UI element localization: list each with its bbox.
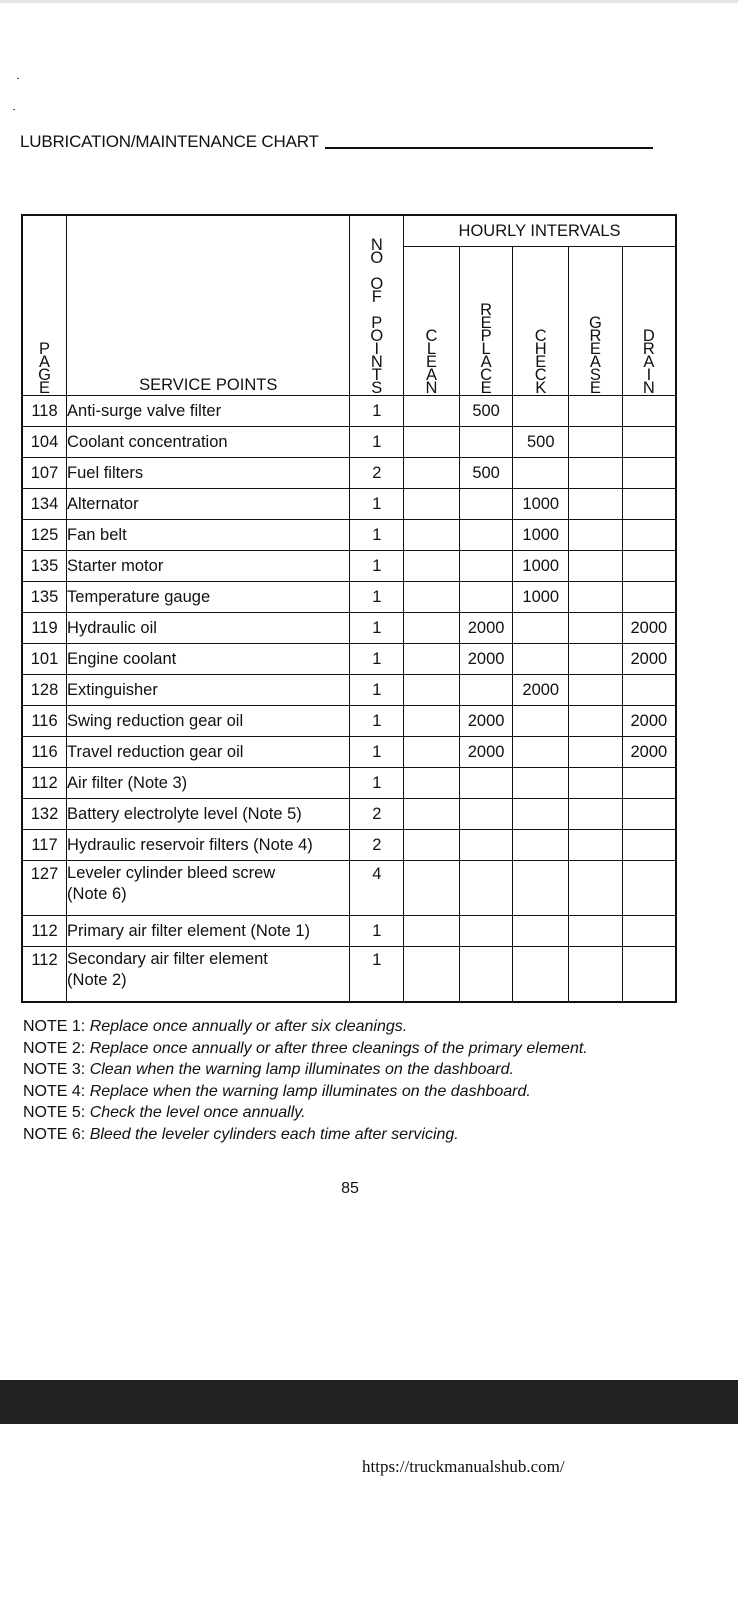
service-point-line: Starter motor (67, 556, 164, 575)
check-cell (513, 916, 569, 947)
note-label: NOTE 2: (23, 1039, 86, 1057)
points-cell: 1 (350, 737, 404, 768)
note-line (23, 1124, 588, 1146)
page-cell: 118 (22, 396, 67, 427)
grease-cell (569, 489, 623, 520)
service-point-cell (67, 396, 350, 427)
clean-cell (404, 799, 460, 830)
points-cell: 4 (350, 861, 404, 916)
replace-cell: 500 (459, 396, 513, 427)
grease-cell (569, 706, 623, 737)
clean-cell (404, 644, 460, 675)
note-label: NOTE 4: (23, 1082, 86, 1100)
service-point-cell (67, 706, 350, 737)
check-cell (513, 644, 569, 675)
table-row (22, 675, 676, 706)
clean-cell (404, 613, 460, 644)
note-text: Clean when the warning lamp illuminates on the dashboard. (89, 1061, 514, 1078)
clean-cell (404, 396, 460, 427)
page-cell: 117 (22, 830, 67, 861)
note-text: Replace when the warning lamp illuminates on the dashboard. (89, 1082, 531, 1100)
drain-cell (622, 799, 676, 830)
table-row (22, 458, 676, 489)
service-point-cell (67, 551, 350, 582)
replace-cell (459, 520, 513, 551)
check-cell: 1000 (513, 582, 569, 613)
check-cell: 2000 (513, 675, 569, 706)
note-text: Check the level once annually. (89, 1104, 306, 1121)
table-row (22, 644, 676, 675)
table-row (22, 799, 676, 830)
grease-cell (569, 675, 623, 706)
footer-url: https://truckmanualshub.com/ (362, 1457, 565, 1476)
clean-cell (404, 947, 460, 1003)
table-row (22, 613, 676, 644)
points-header: N O O F P O I N T S (350, 215, 404, 396)
note-label: NOTE 5: (23, 1104, 86, 1121)
service-point-line: Battery electrolyte level (Note 5) (67, 804, 302, 823)
points-cell: 1 (350, 551, 404, 582)
clean-cell (404, 520, 460, 551)
drain-cell (622, 489, 676, 520)
service-point-line: Alternator (67, 494, 139, 513)
check-cell (513, 613, 569, 644)
table-row (22, 489, 676, 520)
service-point-cell (67, 799, 350, 830)
grease-header: G R E A S E (569, 247, 623, 396)
clean-cell (404, 427, 460, 458)
points-cell: 1 (350, 675, 404, 706)
service-point-cell (67, 947, 350, 1003)
page-cell: 132 (22, 799, 67, 830)
page-cell: 101 (22, 644, 67, 675)
drain-header: D R A I N (622, 247, 676, 396)
note-line (23, 1016, 588, 1038)
check-cell (513, 737, 569, 768)
table-row (22, 427, 676, 458)
drain-cell (622, 916, 676, 947)
table-row (22, 706, 676, 737)
note-text: Replace once annually or after six cleanings. (89, 1018, 408, 1035)
replace-cell (459, 551, 513, 582)
page-cell: 119 (22, 613, 67, 644)
points-cell: 2 (350, 830, 404, 861)
replace-header: R E P L A C E (459, 247, 513, 396)
clean-cell (404, 582, 460, 613)
page-number: 85 (341, 1180, 359, 1197)
top-border (0, 0, 738, 3)
note-line (23, 1038, 588, 1060)
title-underline (325, 147, 653, 149)
points-cell: 1 (350, 520, 404, 551)
notes-section (23, 1016, 588, 1145)
service-point-cell (67, 916, 350, 947)
service-point-line: Temperature gauge (67, 587, 211, 606)
grease-cell (569, 861, 623, 916)
note-line (23, 1102, 588, 1124)
note-label: NOTE 6: (23, 1125, 86, 1143)
grease-cell (569, 737, 623, 768)
page-cell: 112 (22, 768, 67, 799)
clean-cell (404, 737, 460, 768)
service-point-cell (67, 768, 350, 799)
check-cell (513, 799, 569, 830)
grease-cell (569, 916, 623, 947)
maintenance-chart-table (21, 214, 677, 1003)
service-point-line: Anti-surge valve filter (67, 401, 222, 420)
service-point-line: Leveler cylinder bleed screw (67, 864, 276, 882)
drain-cell (622, 427, 676, 458)
replace-cell (459, 427, 513, 458)
drain-cell (622, 947, 676, 1003)
check-cell: 1000 (513, 551, 569, 582)
clean-cell (404, 706, 460, 737)
clean-cell (404, 458, 460, 489)
service-point-cell (67, 737, 350, 768)
service-point-cell (67, 830, 350, 861)
check-cell (513, 706, 569, 737)
note-label: NOTE 1: (23, 1018, 86, 1035)
table-row (22, 582, 676, 613)
drain-cell (622, 830, 676, 861)
drain-cell (622, 582, 676, 613)
service-point-line: Swing reduction gear oil (67, 711, 244, 730)
grease-cell (569, 582, 623, 613)
replace-cell (459, 916, 513, 947)
service-point-line: Fuel filters (67, 463, 144, 482)
replace-cell: 2000 (459, 644, 513, 675)
service-point-cell (67, 613, 350, 644)
service-point-line: Extinguisher (67, 680, 158, 699)
points-cell: 1 (350, 489, 404, 520)
replace-cell: 2000 (459, 706, 513, 737)
clean-cell (404, 675, 460, 706)
scan-speck (13, 109, 15, 110)
drain-cell (622, 768, 676, 799)
points-cell: 1 (350, 427, 404, 458)
service-point-line: (Note 2) (67, 971, 127, 989)
page-cell: 125 (22, 520, 67, 551)
table-row (22, 396, 676, 427)
grease-cell (569, 799, 623, 830)
points-cell: 2 (350, 458, 404, 489)
drain-cell (622, 458, 676, 489)
service-point-line: (Note 6) (67, 885, 127, 903)
replace-cell (459, 830, 513, 861)
table-row (22, 947, 676, 1003)
check-cell: 1000 (513, 489, 569, 520)
clean-cell (404, 768, 460, 799)
note-label: NOTE 3: (23, 1061, 86, 1078)
replace-cell (459, 947, 513, 1003)
service-point-line: Fan belt (67, 525, 127, 544)
replace-cell: 2000 (459, 737, 513, 768)
check-cell: 500 (513, 427, 569, 458)
chart-body (22, 396, 676, 1003)
points-cell: 1 (350, 396, 404, 427)
note-line (23, 1081, 588, 1103)
points-cell: 1 (350, 613, 404, 644)
page-cell: 127 (22, 861, 67, 916)
service-points-header: SERVICE POINTS (67, 215, 350, 396)
service-point-cell (67, 458, 350, 489)
replace-cell (459, 861, 513, 916)
chart-title: LUBRICATION/MAINTENANCE CHART (20, 132, 319, 151)
table-row (22, 737, 676, 768)
points-cell: 1 (350, 582, 404, 613)
check-header: C H E C K (513, 247, 569, 396)
clean-cell (404, 916, 460, 947)
grease-cell (569, 644, 623, 675)
table-row (22, 830, 676, 861)
grease-cell (569, 396, 623, 427)
footer-band (0, 1380, 738, 1424)
check-cell (513, 830, 569, 861)
grease-cell (569, 947, 623, 1003)
clean-header: C L E A N (404, 247, 460, 396)
page-cell: 112 (22, 916, 67, 947)
clean-cell (404, 489, 460, 520)
check-cell (513, 396, 569, 427)
service-point-line: Air filter (Note 3) (67, 773, 188, 792)
service-point-cell (67, 644, 350, 675)
service-point-line: Hydraulic oil (67, 618, 157, 637)
hourly-intervals-header: HOURLY INTERVALS (404, 215, 676, 247)
drain-cell: 2000 (622, 644, 676, 675)
drain-cell (622, 675, 676, 706)
chart-title-row (20, 132, 653, 152)
grease-cell (569, 520, 623, 551)
replace-cell (459, 582, 513, 613)
service-point-line: Engine coolant (67, 649, 177, 668)
page-cell: 116 (22, 706, 67, 737)
check-cell: 1000 (513, 520, 569, 551)
service-point-cell (67, 520, 350, 551)
service-point-line: Travel reduction gear oil (67, 742, 244, 761)
replace-cell (459, 489, 513, 520)
drain-cell: 2000 (622, 706, 676, 737)
points-cell: 1 (350, 706, 404, 737)
replace-cell (459, 768, 513, 799)
service-point-line: Secondary air filter element (67, 950, 268, 968)
check-cell (513, 947, 569, 1003)
points-cell: 1 (350, 947, 404, 1003)
grease-cell (569, 458, 623, 489)
replace-cell (459, 675, 513, 706)
service-point-cell (67, 582, 350, 613)
table-row (22, 551, 676, 582)
points-cell: 1 (350, 644, 404, 675)
service-point-cell (67, 427, 350, 458)
replace-cell: 500 (459, 458, 513, 489)
page-cell: 135 (22, 582, 67, 613)
points-cell: 1 (350, 768, 404, 799)
table-row (22, 520, 676, 551)
page-cell: 107 (22, 458, 67, 489)
clean-cell (404, 830, 460, 861)
check-cell (513, 768, 569, 799)
drain-cell: 2000 (622, 613, 676, 644)
page-cell: 112 (22, 947, 67, 1003)
drain-cell (622, 861, 676, 916)
table-row (22, 861, 676, 916)
table-row (22, 916, 676, 947)
drain-cell (622, 396, 676, 427)
grease-cell (569, 768, 623, 799)
drain-cell (622, 520, 676, 551)
replace-cell (459, 799, 513, 830)
page-cell: 116 (22, 737, 67, 768)
replace-cell: 2000 (459, 613, 513, 644)
check-cell (513, 458, 569, 489)
service-point-line: Coolant concentration (67, 432, 228, 451)
service-point-line: Primary air filter element (Note 1) (67, 921, 311, 940)
page-cell: 134 (22, 489, 67, 520)
points-cell: 2 (350, 799, 404, 830)
note-text: Replace once annually or after three cleanings of the primary element. (89, 1039, 588, 1057)
grease-cell (569, 613, 623, 644)
table-row (22, 768, 676, 799)
service-point-cell (67, 675, 350, 706)
page-cell: 104 (22, 427, 67, 458)
service-point-cell (67, 489, 350, 520)
scan-speck (17, 78, 19, 79)
grease-cell (569, 427, 623, 458)
clean-cell (404, 551, 460, 582)
drain-cell (622, 551, 676, 582)
grease-cell (569, 830, 623, 861)
note-text: Bleed the leveler cylinders each time after servicing. (89, 1125, 459, 1143)
clean-cell (404, 861, 460, 916)
service-point-cell (67, 861, 350, 916)
check-cell (513, 861, 569, 916)
points-cell: 1 (350, 916, 404, 947)
page-cell: 128 (22, 675, 67, 706)
page-cell: 135 (22, 551, 67, 582)
service-point-line: Hydraulic reservoir filters (Note 4) (67, 835, 313, 854)
grease-cell (569, 551, 623, 582)
drain-cell: 2000 (622, 737, 676, 768)
page-header: P A G E (22, 215, 67, 396)
note-line (23, 1059, 588, 1081)
